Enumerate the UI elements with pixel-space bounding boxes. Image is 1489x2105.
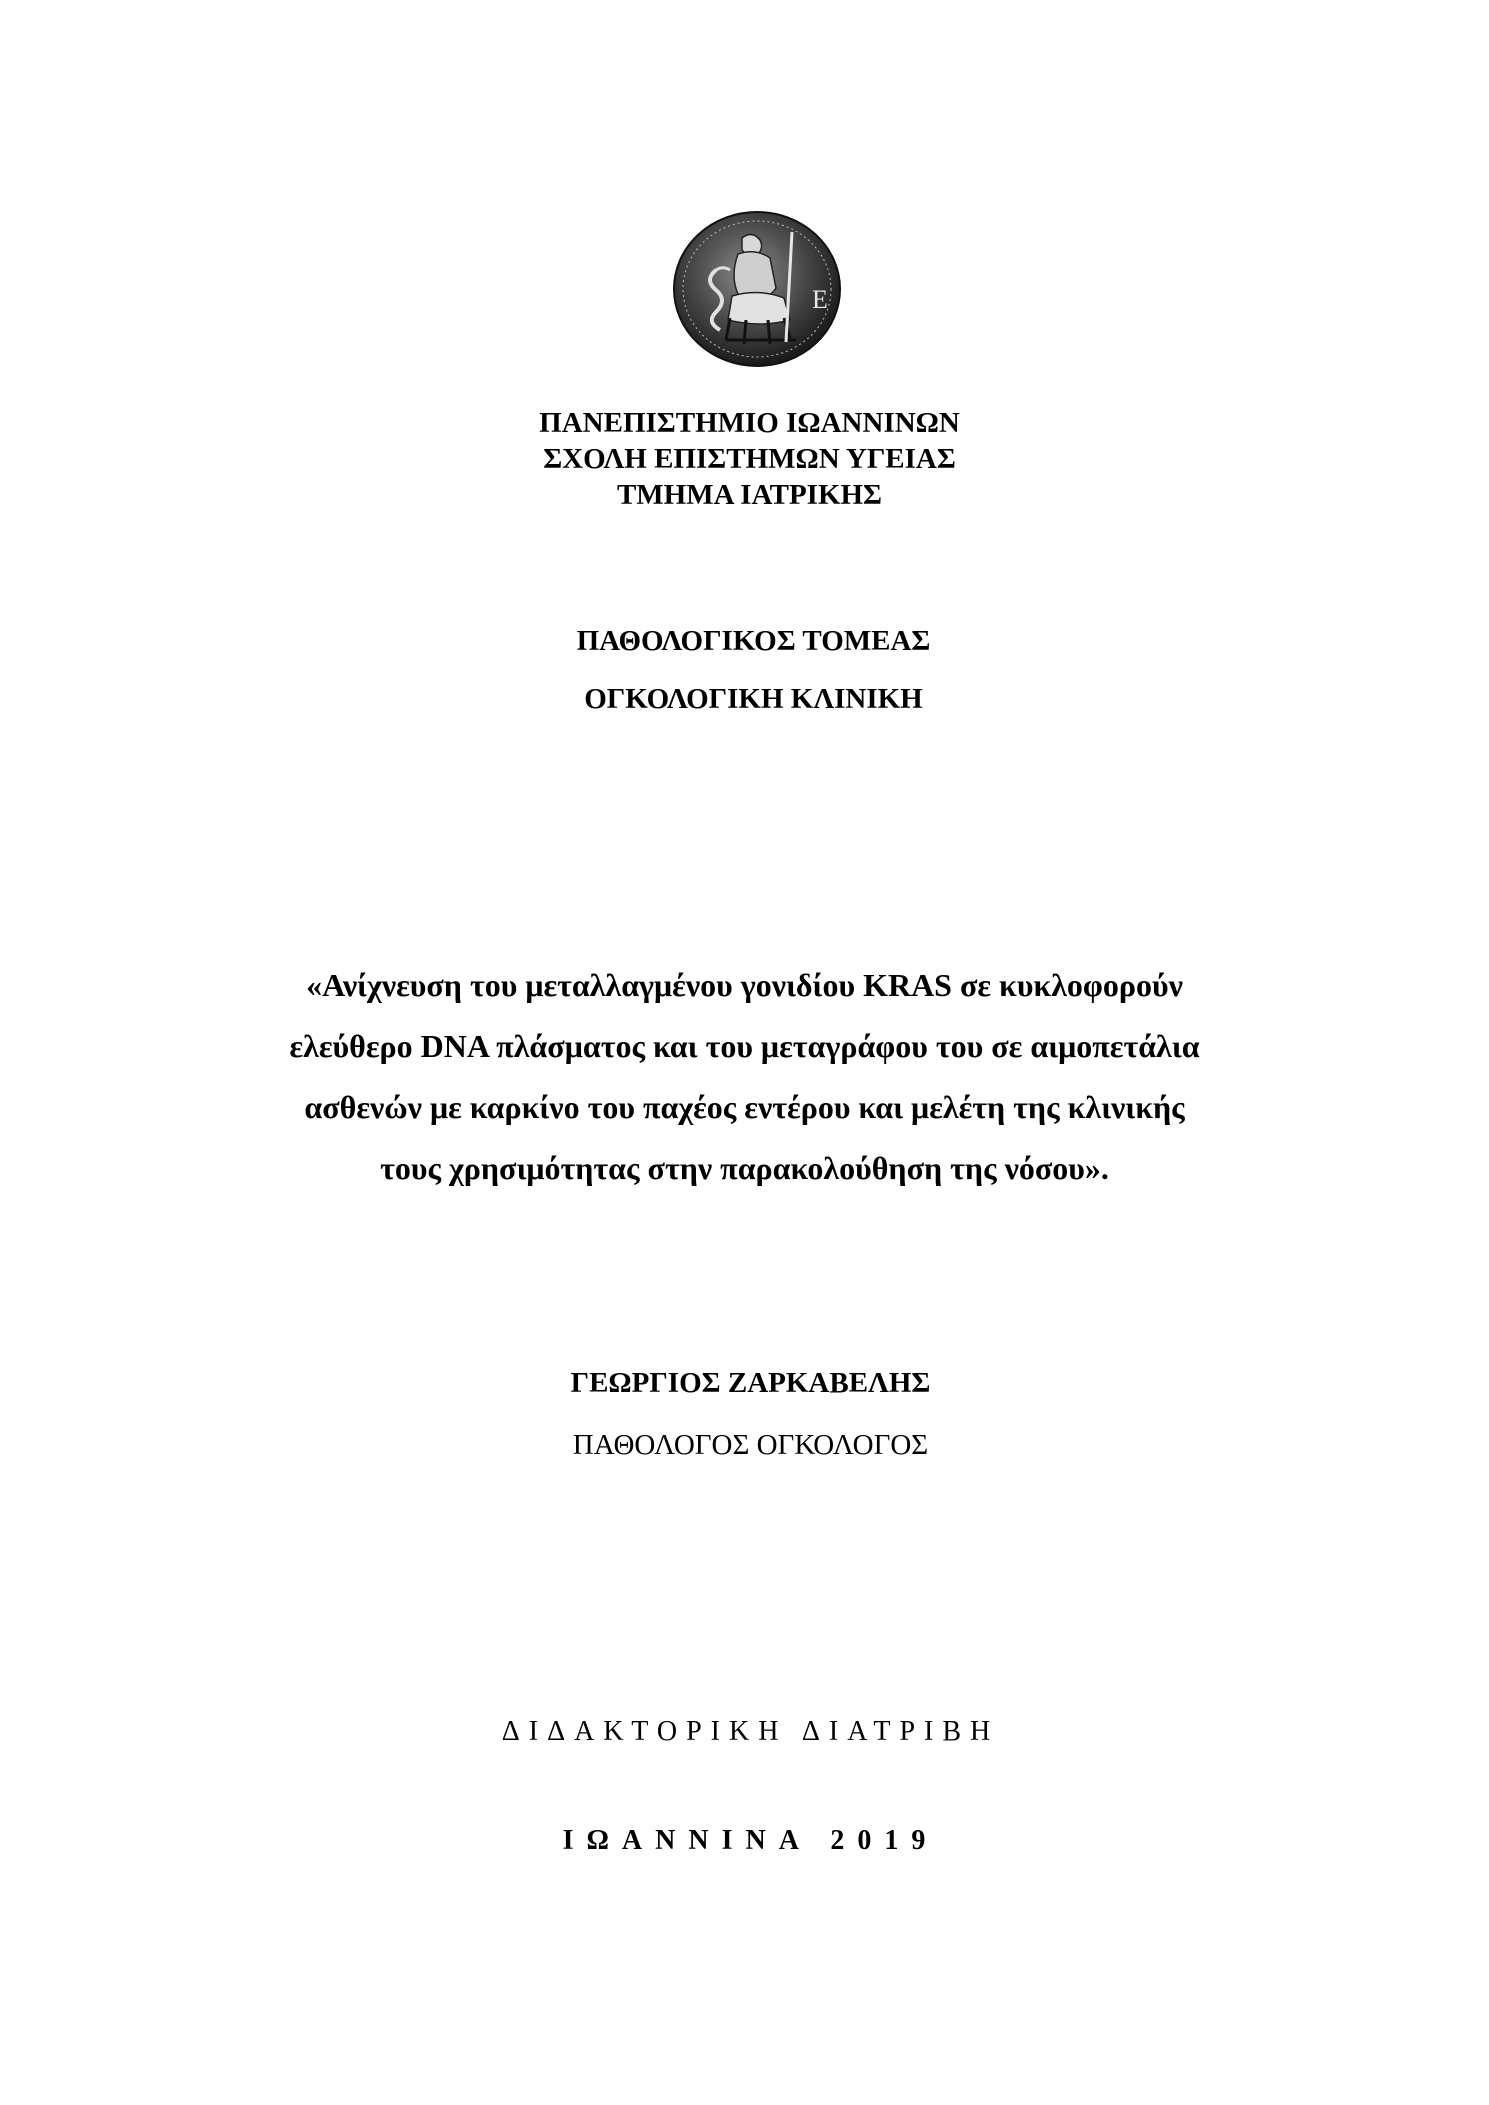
author-block	[0, 1352, 1489, 1476]
title-line-2: ελεύθερο DNA πλάσματος και του μεταγράφου του σε αιμοπετάλια	[289, 1028, 1200, 1064]
seal-letter: Ε	[812, 285, 828, 314]
department-name: ΤΜΗΜΑ ΙΑΤΡΙΚΗΣ	[616, 479, 883, 511]
title-line-1: «Ανίχνευση του μεταλλαγμένου γονιδίου KRAS σε κυκλοφορούν	[306, 967, 1183, 1003]
school-name: ΣΧΟΛΗ ΕΠΙΣΤΗΜΩΝ ΥΓΕΙΑΣ	[543, 443, 956, 475]
clinic-header	[0, 612, 1489, 728]
title-line-4: τους χρησιμότητας στην παρακολούθηση της νόσου».	[380, 1150, 1109, 1186]
place-year: ΙΩΑΝΝΙΝΑ 2019	[562, 1825, 939, 1856]
thesis-title	[0, 955, 1489, 1199]
thesis-type-block	[0, 1714, 1489, 1750]
university-seal-icon	[672, 210, 842, 368]
title-line-3: ασθενών με καρκίνο του παχέος εντέρου και μελέτη της κλινικής	[304, 1089, 1185, 1125]
university-name: ΠΑΝΕΠΙΣΤΗΜΙΟ ΙΩΑΝΝΙΝΩΝ	[539, 407, 960, 439]
author-name: ΓΕΩΡΓΙΟΣ ΖΑΡΚΑΒΕΛΗΣ	[570, 1367, 931, 1399]
university-header	[0, 405, 1489, 513]
sector-name: ΠΑΘΟΛΟΓΙΚΟΣ ΤΟΜΕΑΣ	[576, 625, 931, 657]
clinic-name: ΟΓΚΟΛΟΓΙΚΗ ΚΛΙΝΙΚΗ	[584, 683, 923, 715]
place-year-block	[0, 1823, 1489, 1859]
author-role: ΠΑΘΟΛΟΓΟΣ ΟΓΚΟΛΟΓΟΣ	[572, 1429, 929, 1461]
thesis-type: ΔΙΔΑΚΤΟΡΙΚΗ ΔΙΑΤΡΙΒΗ	[501, 1716, 1000, 1747]
